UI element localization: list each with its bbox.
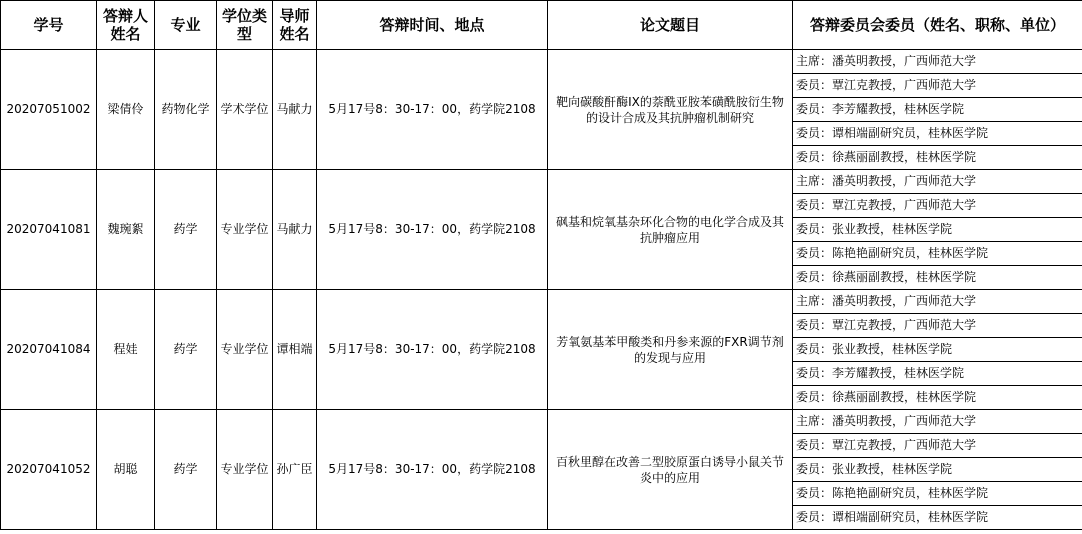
cell-committee-member: 委员：徐燕丽副教授，桂林医学院	[793, 266, 1082, 290]
cell-committee-member: 委员：张业教授，桂林医学院	[793, 458, 1082, 482]
cell-advisor: 孙广臣	[273, 410, 317, 530]
cell-time-place: 5月17号8：30-17：00，药学院2108	[317, 290, 548, 410]
cell-committee-member: 委员：李芳耀教授，桂林医学院	[793, 98, 1082, 122]
table-row	[1, 50, 1082, 74]
cell-major: 药学	[155, 170, 217, 290]
cell-student-name: 魏琬絮	[97, 170, 155, 290]
header-thesis-title: 论文题目	[548, 1, 793, 50]
header-row	[1, 1, 1082, 50]
cell-student-id: 20207041081	[1, 170, 97, 290]
cell-degree-type: 专业学位	[217, 290, 273, 410]
cell-time-place: 5月17号8：30-17：00，药学院2108	[317, 170, 548, 290]
cell-committee-member: 委员：张业教授，桂林医学院	[793, 338, 1082, 362]
cell-committee-member: 主席：潘英明教授，广西师范大学	[793, 50, 1082, 74]
cell-thesis-title: 芳氧氨基苯甲酸类和丹参来源的FXR调节剂的发现与应用	[548, 290, 793, 410]
cell-student-name: 胡聪	[97, 410, 155, 530]
cell-advisor: 谭相端	[273, 290, 317, 410]
table-row	[1, 170, 1082, 194]
cell-committee-member: 委员：徐燕丽副教授，桂林医学院	[793, 146, 1082, 170]
header-committee: 答辩委员会委员（姓名、职称、单位）	[793, 1, 1082, 50]
header-major: 专业	[155, 1, 217, 50]
cell-committee-member: 委员：覃江克教授，广西师范大学	[793, 314, 1082, 338]
cell-student-id: 20207051002	[1, 50, 97, 170]
cell-degree-type: 学术学位	[217, 50, 273, 170]
bottom-crop	[0, 530, 1082, 534]
cell-committee-member: 主席：潘英明教授，广西师范大学	[793, 170, 1082, 194]
cell-committee-member: 委员：谭相端副研究员，桂林医学院	[793, 506, 1082, 530]
cell-committee-member: 委员：张业教授，桂林医学院	[793, 218, 1082, 242]
header-advisor: 导师 姓名	[273, 1, 317, 50]
cell-degree-type: 专业学位	[217, 170, 273, 290]
cell-committee-member: 委员：谭相端副研究员，桂林医学院	[793, 122, 1082, 146]
cell-student-id: 20207041052	[1, 410, 97, 530]
table-row	[1, 290, 1082, 314]
cell-degree-type: 专业学位	[217, 410, 273, 530]
header-student-id: 学号	[1, 1, 97, 50]
cell-committee-member: 委员：李芳耀教授，桂林医学院	[793, 362, 1082, 386]
cell-student-name: 梁倩伶	[97, 50, 155, 170]
cell-committee-member: 委员：陈艳艳副研究员，桂林医学院	[793, 482, 1082, 506]
cell-student-name: 程娃	[97, 290, 155, 410]
cell-student-id: 20207041084	[1, 290, 97, 410]
cell-committee-member: 主席：潘英明教授，广西师范大学	[793, 410, 1082, 434]
cell-thesis-title: 靶向碳酸酐酶IX的萘酰亚胺苯磺酰胺衍生物的设计合成及其抗肿瘤机制研究	[548, 50, 793, 170]
header-student-name: 答辩人 姓名	[97, 1, 155, 50]
cell-major: 药学	[155, 410, 217, 530]
cell-committee-member: 委员：覃江克教授，广西师范大学	[793, 434, 1082, 458]
cell-thesis-title: 百秋里醇在改善二型胶原蛋白诱导小鼠关节炎中的应用	[548, 410, 793, 530]
cell-committee-member: 委员：覃江克教授，广西师范大学	[793, 74, 1082, 98]
cell-advisor: 马献力	[273, 50, 317, 170]
header-time-place: 答辩时间、地点	[317, 1, 548, 50]
cell-committee-member: 委员：徐燕丽副教授，桂林医学院	[793, 386, 1082, 410]
header-degree-type: 学位类 型	[217, 1, 273, 50]
cell-time-place: 5月17号8：30-17：00，药学院2108	[317, 50, 548, 170]
cell-advisor: 马献力	[273, 170, 317, 290]
cell-committee-member: 主席：潘英明教授，广西师范大学	[793, 290, 1082, 314]
cell-thesis-title: 砜基和烷氧基杂环化合物的电化学合成及其抗肿瘤应用	[548, 170, 793, 290]
cell-major: 药物化学	[155, 50, 217, 170]
cell-major: 药学	[155, 290, 217, 410]
table-row	[1, 410, 1082, 434]
cell-committee-member: 委员：陈艳艳副研究员，桂林医学院	[793, 242, 1082, 266]
cell-committee-member: 委员：覃江克教授，广西师范大学	[793, 194, 1082, 218]
cell-time-place: 5月17号8：30-17：00，药学院2108	[317, 410, 548, 530]
